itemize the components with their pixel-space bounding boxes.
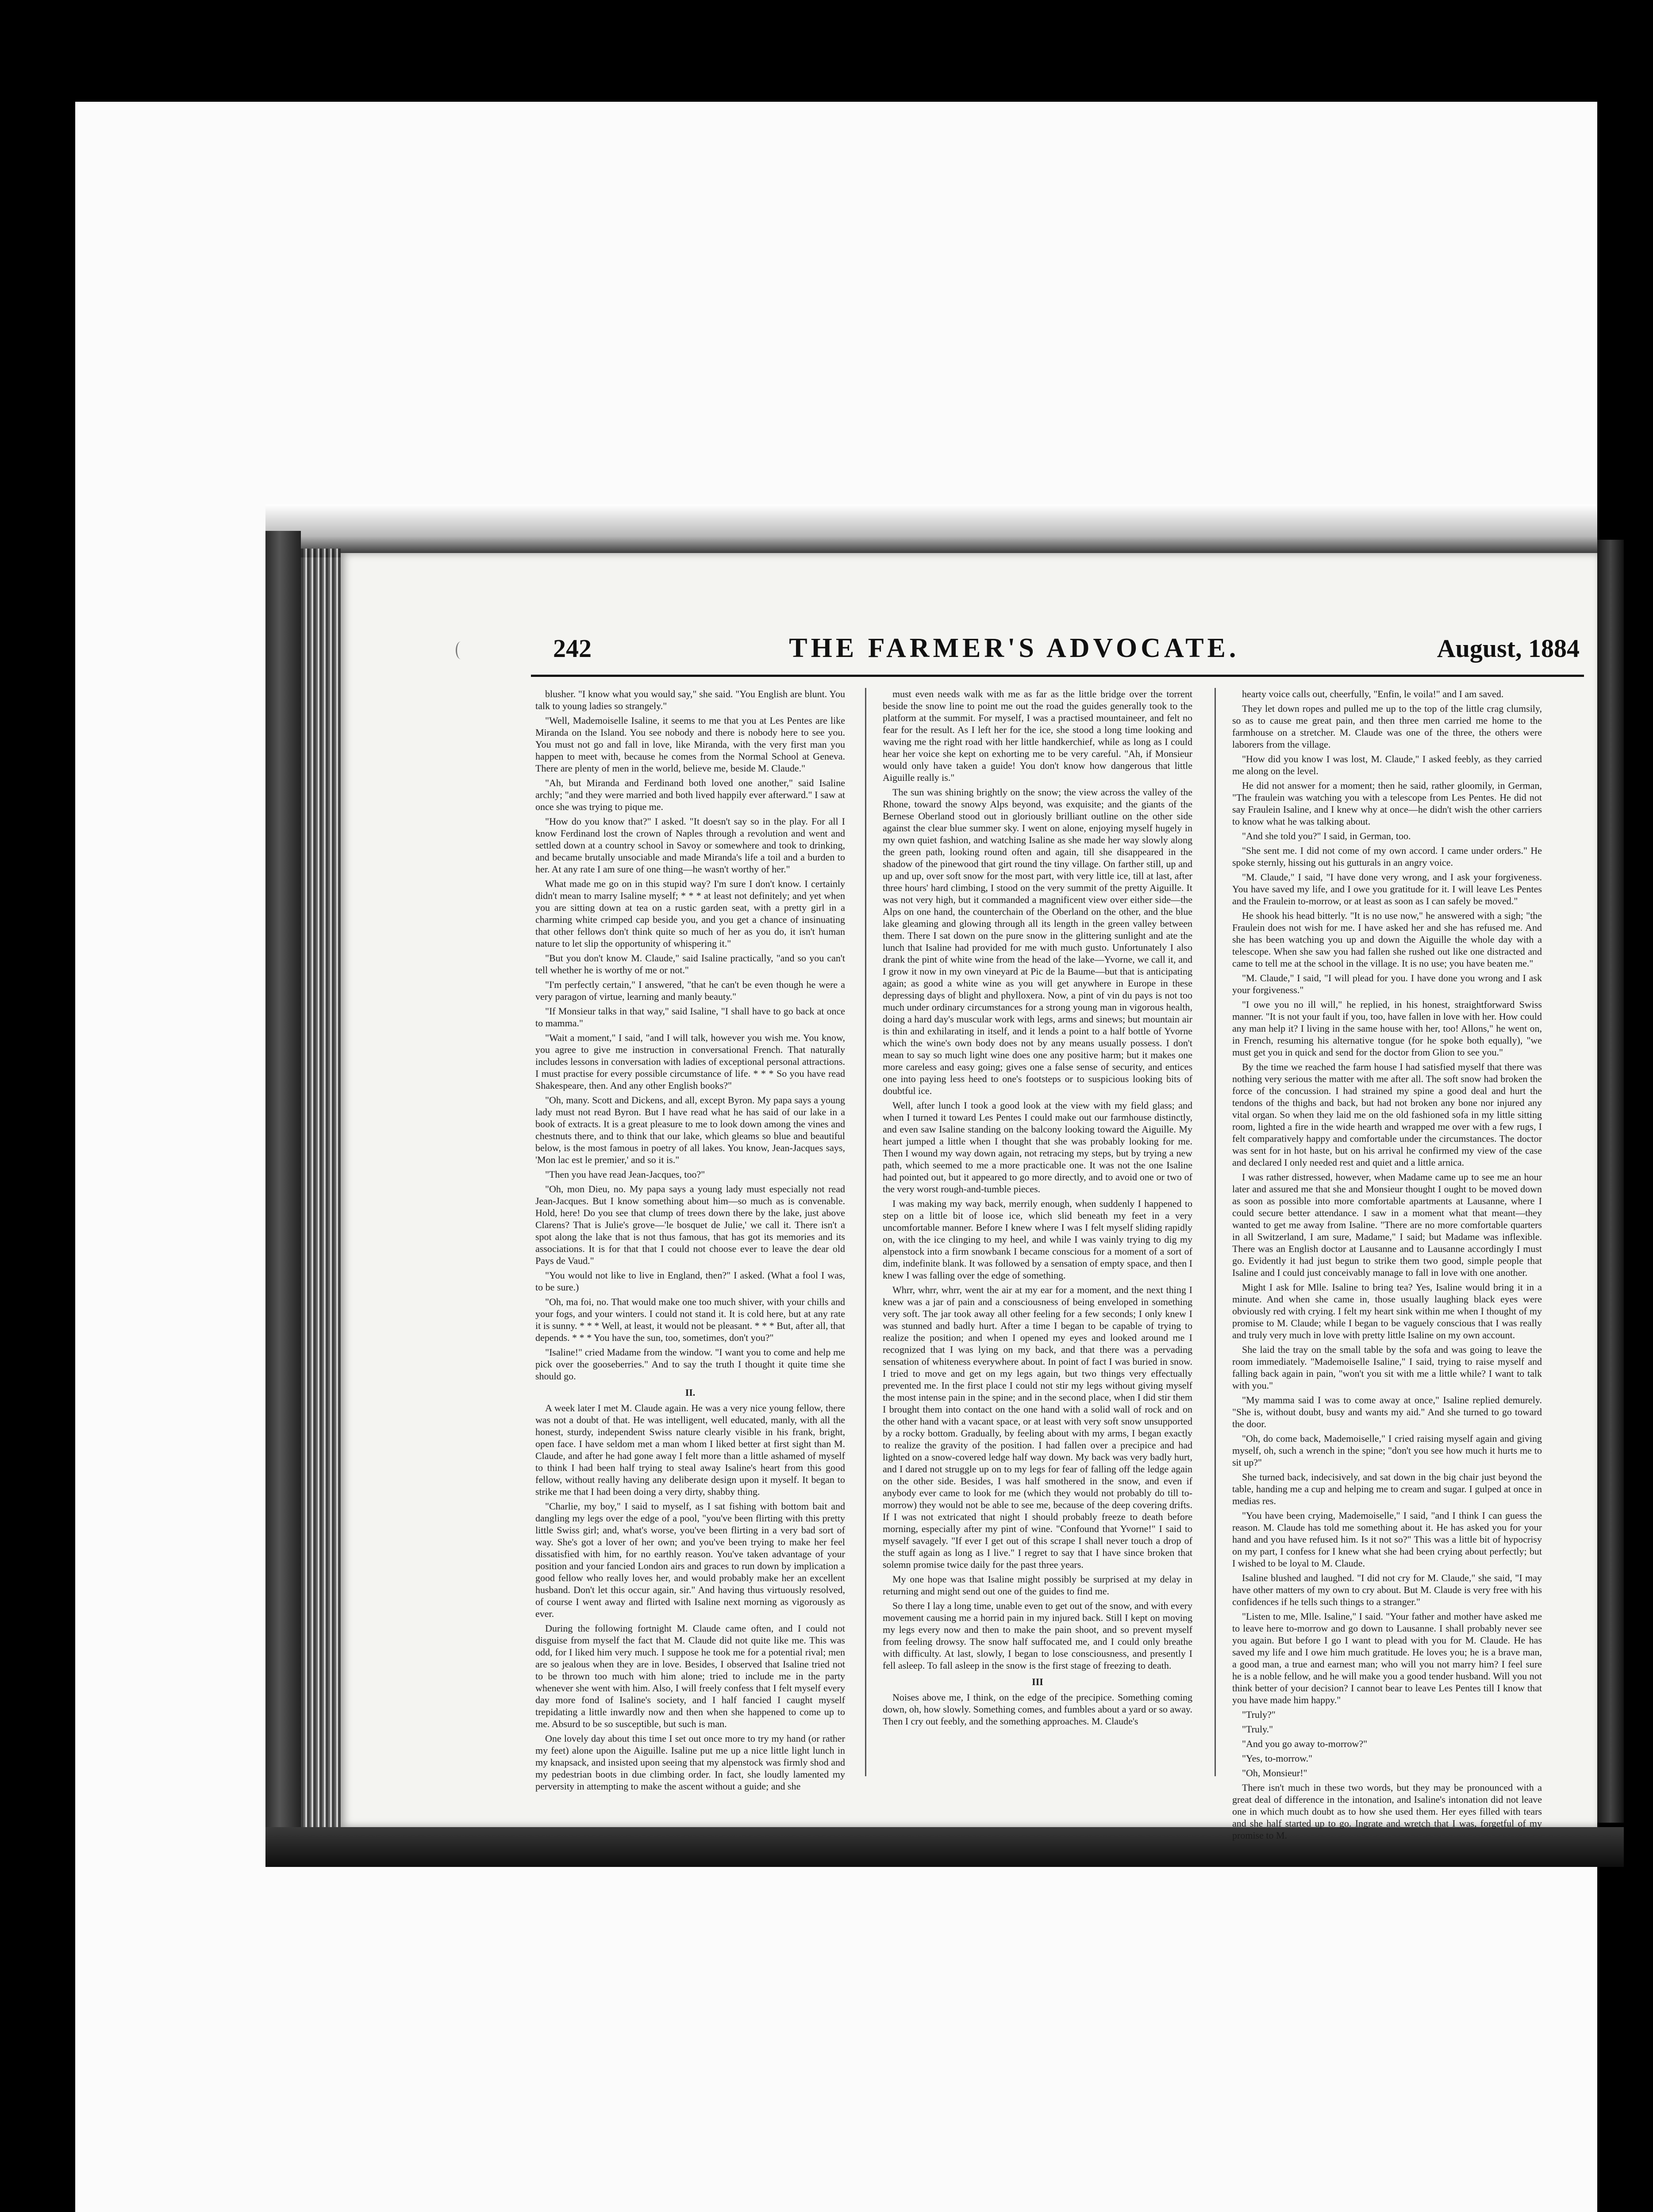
article-paragraph: must even needs walk with me as far as the little bridge over the torrent beside the snow line to point me out the road the guides generally took to the platform at the summit. For myself, I was a practised mountaineer, and felt no fear for the result. As I left her for the ice, she stood a long time looking and waving me the right road with her little handkerchief, while as long as I could hear her voice she kept on exhorting me to be very careful. "Ah, if Monsieur would only have taken a guide! You don't know how dangerous that little Aiguille really is." [883, 688, 1192, 783]
text-column-2 [883, 688, 1192, 1776]
page-header [553, 633, 1580, 668]
margin-ink-mark [456, 641, 466, 659]
article-paragraph: "Oh, do come back, Mademoiselle," I cried raising myself again and giving myself, oh, such a wrench in the spine; "don't you see how much it hurts me to sit up?" [1232, 1433, 1542, 1468]
article-paragraph: "My mamma said I was to come away at once," Isaline replied demurely. "She is, without doubt, busy and wants my aid." And she turned to go toward the door. [1232, 1394, 1542, 1429]
article-paragraph: A week later I met M. Claude again. He was a very nice young fellow, there was not a doubt of that. He was intelligent, well educated, manly, with all the honest, sturdy, independent Swiss nature clearly visible in his frank, bright, open face. I have seldom met a man whom I liked better at first sight than M. Claude, and after he had gone away I felt more than a little ashamed of myself to think I had been half trying to steal away Isaline's heart from this good fellow, without really having any deliberate design upon it myself. It began to strike me that I had been doing a very dirty, shabby thing. [535, 1402, 845, 1497]
article-paragraph: "Oh, Monsieur!" [1242, 1767, 1307, 1778]
article-paragraph: She laid the tray on the small table by the sofa and was going to leave the room immediately. "Mademoiselle Isaline," I said, trying to raise myself and falling back again in pain, "won't you sit with me a little while? I want to talk with you." [1232, 1344, 1542, 1391]
article-paragraph: "You have been crying, Mademoiselle," I said, "and I think I can guess the reason. M. Claude has told me something about it. He has asked you for your hand and you have refused him. Is it not so?" This was a little bit of hypocrisy on my part, I confess for I knew what she had been crying about perfectly; but I wished to be loyal to M. Claude. [1232, 1510, 1542, 1569]
article-paragraph: So there I lay a long time, unable even to get out of the snow, and with every movement causing me a horrid pain in my injured back. Still I kept on moving my legs every now and then to make the pain shoot, and so prevent myself from feeling drowsy. The snow half suffocated me, and I could only breathe with difficulty. At last, slowly, I began to lose consciousness, and presently I fell asleep. To fall asleep in the snow is the first stage of freezing to death. [883, 1600, 1192, 1671]
article-paragraph: "Truly." [1242, 1724, 1273, 1735]
article-paragraph: "You would not like to live in England, then?" I asked. (What a fool I was, to be sure.) [535, 1270, 845, 1293]
article-paragraph: "How do you know that?" I asked. "It doesn't say so in the play. For all I know Ferdinand lost the crown of Naples through a revolution and went and settled down at a country school in Savoy or somewhere and took to drinking, and became brutally unsociable and made Miranda's life a toil and a burden to her. At any rate I am sure of one thing—he wasn't worthy of her." [535, 816, 845, 875]
article-paragraph: I was rather distressed, however, when Madame came up to see me an hour later and assured me that she and Monsieur thought I ought to be moved down as soon as possible into more comfortable apartments at Lausanne, where I could secure better attendance. I saw in a moment what that meant—they wanted to get me away from Isaline. "There are no more comfortable quarters in all Switzerland, I am sure, Madame," I said; but Madame was inflexible. There was an English doctor at Lausanne and to Lausanne accordingly I must go. Evidently it had just begun to strike them two good, simple people that Isaline and I could just conceivably manage to fall in love with one another. [1232, 1171, 1542, 1278]
article-paragraph: "M. Claude," I said, "I will plead for you. I have done you wrong and I ask your forgiveness." [1232, 972, 1542, 995]
article-paragraph: "Listen to me, Mlle. Isaline," I said. "Your father and mother have asked me to leave here to-morrow and go down to Lausanne. I shall probably never see you again. But before I go I want to plead with you for M. Claude. He has saved my life and I owe him much gratitude. He loves you; he is a brave man, a good man, a true and earnest man; who will you not marry him? I feel sure he is a noble fellow, and he will make you a good tender husband. Will you not think better of your decision? I cannot bear to leave Les Pentes till I know that you have made him happy." [1232, 1611, 1542, 1705]
article-paragraph: "Ah, but Miranda and Ferdinand both loved one another," said Isaline archly; "and they were married and both lived happily ever afterward." I saw at once she was trying to pique me. [535, 777, 845, 812]
column-divider [865, 688, 866, 1776]
article-paragraph: "Truly?" [1242, 1709, 1276, 1720]
column-divider [1215, 688, 1216, 1776]
header-rule [531, 675, 1584, 677]
book-spine-edge [265, 531, 301, 1840]
article-paragraph: She turned back, indecisively, and sat down in the big chair just beyond the table, handing me a cup and helping me to cream and sugar. I gulped at once in medias res. [1232, 1471, 1542, 1506]
article-paragraph: "Oh, many. Scott and Dickens, and all, except Byron. My papa says a young lady must not read Byron. But I have read what he has said of our lake in a book of extracts. It is a great pleasure to me to look down among the vines and chestnuts there, and to think that our lake, which gleams so blue and beautiful below, is the most famous in poetry of all lakes. You know, Jean-Jacques says, 'Mon lac est le premier,' and so it is." [535, 1094, 845, 1165]
article-paragraph: "Charlie, my boy," I said to myself, as I sat fishing with bottom bait and dangling my legs over the edge of a pool, "you've been flirting with this pretty little Swiss girl; and, what's worse, you've been flirting in a very bad sort of way. She's got a lover of her own; and you've been trying to make her feel dissatisfied with him, for no earthly reason. You've taken advantage of your position and your fancied London airs and graces to run down by implication a good fellow who really loves her, and would probably make her an excellent husband. Don't let this occur again, sir." And having thus virtuously resolved, of course I went away and flirted with Isaline next morning as vigorously as ever. [535, 1501, 845, 1619]
article-paragraph: Might I ask for Mlle. Isaline to bring tea? Yes, Isaline would bring it in a minute. And when she came in, those usually laughing black eyes were obviously red with crying. I felt my heart sink within me when I thought of my promise to M. Claude; while I began to be vaguely conscious that I was really and truly very much in love with pretty little Isaline on my own account. [1232, 1282, 1542, 1340]
book-right-edge [1597, 540, 1624, 1823]
article-paragraph: "Isaline!" cried Madame from the window. "I want you to come and help me pick over the gooseberries." And to say the truth I thought it quite time she should go. [535, 1347, 845, 1382]
article-paragraph: He did not answer for a moment; then he said, rather gloomily, in German, "The fraulein was watching you with a telescope from Les Pentes. He did not say Fraulein Isaline, and I knew why at once—he didn't wish the other carriers to know what he was talking about. [1232, 780, 1542, 827]
article-paragraph: Well, after lunch I took a good look at the view with my field glass; and when I turned it toward Les Pentes I could make out our farmhouse distinctly, and even saw Isaline standing on the balcony looking toward the Aiguille. My heart jumped a little when I thought that she was probably looking for me. Then I wound my way down again, not retracing my steps, but by trying a new path, which seemed to me a more practicable one. It was not the one Isaline had pointed out, but it appeared to go more directly, and to avoid one or two of the very worst rough-and-tumble pieces. [883, 1100, 1192, 1194]
article-paragraph: hearty voice calls out, cheerfully, "Enfin, le voila!" and I am saved. [1242, 688, 1504, 699]
article-paragraph: "She sent me. I did not come of my own accord. I came under orders." He spoke sternly, hissing out his gutturals in an angry voice. [1232, 845, 1542, 868]
article-paragraph: "I'm perfectly certain," I answered, "that he can't be even though he were a very paragon of virtue, learning and manly beauty." [535, 979, 845, 1002]
article-paragraph: "But you don't know M. Claude," said Isaline practically, "and so you can't tell whether he is worthy of me or not." [535, 952, 845, 975]
text-column-1 [535, 688, 845, 1792]
article-paragraph: The sun was shining brightly on the snow; the view across the valley of the Rhone, toward the snowy Alps beyond, was exquisite; and the giants of the Bernese Oberland stood out in gloriously brilliant outline on the other side against the clear blue summer sky. I went on alone, enjoying myself hugely in my own quiet fashion, and watching Isaline as she made her way slowly along the green path, looking round often and again, till she disappeared in the shadow of the pinewood that girt round the tiny village. On farther still, up and up and up, over soft snow for the most part, with very little ice, till at last, after three hours' hard climbing, I stood on the very summit of the pretty Aiguille. It was not very high, but it commanded a magnificent view over either side—the Alps on one hand, the counterchain of the Oberland on the other, and the blue lake gleaming and glowing through all its length in the green valley between them. There I sat down on the pure snow in the glittering sunlight and ate the lunch that Isaline had provided for me with much gusto. Unfortunately I also drank the pint of white wine from the head of the lake—Yvorne, we call it, and I grow it now in my own vineyard at Pic de la Baume—but that is anticipating again; as good a white wine as you will get anywhere in Europe in these depressing days of blight and phylloxera. Now, a pint of vin du pays is not too much under ordinary circumstances for a strong young man in vigorous health, doing a hard day's muscular work with legs, arms and sinews; but mountain air is thin and exhilarating in itself, and it lends a point to a half bottle of Yvorne which the wine's own body does not by any means usually possess. I don't mean to say so much light wine does one any positive harm; but it makes one more careless and easy going; gives one a false sense of security, and entices one into paying less heed to one's footsteps or to suspicious looking bits of doubtful ice. [883, 787, 1192, 1096]
book-top-edge [265, 504, 1597, 557]
article-paragraph: "Oh, ma foi, no. That would make one too much shiver, with your chills and your fogs, and your winters. I could not stand it. It is cold here, but at any rate it is sunny. * * * Well, at least, it would not be pleasant. * * * But, after all, that depends. * * * You have the sun, too, sometimes, don't you?" [535, 1296, 845, 1343]
article-paragraph: "And you go away to-morrow?" [1242, 1738, 1368, 1749]
article-paragraph: They let down ropes and pulled me up to the top of the little crag clumsily, so as to cause me great pain, and then three men carried me home to the farmhouse on a stretcher. M. Claude was one of the three, the others were laborers from the village. [1232, 703, 1542, 750]
article-paragraph: He shook his head bitterly. "It is no use now," he answered with a sigh; "the Fraulein does not wish for me. I have asked her and she has refused me. And she has been watching you up and down the Aiguille the whole day with a telescope. When she saw you had fallen she rushed out like one distracted and came to tell me at the school in the village. It is no use; you have beaten me." [1232, 910, 1542, 969]
article-paragraph: blusher. "I know what you would say," she said. "You English are blunt. You talk to young ladies so strangely." [535, 688, 845, 711]
book-page-stack [301, 549, 341, 1832]
article-paragraph: "Then you have read Jean-Jacques, too?" [545, 1169, 705, 1180]
article-paragraph: By the time we reached the farm house I had satisfied myself that there was nothing very serious the matter with me after all. The soft snow had broken the force of the concussion. I had strained my spine a good deal and hurt the tendons of the thighs and back, but had not broken any bone nor injured any vital organ. So when they laid me on the old fashioned sofa in my little sitting room, lighted a fire in the wide hearth and wrapped me over with a few rugs, I felt comparatively happy and comfortable under the circumstances. The doctor was sent for in hot haste, but on his arrival he confirmed my view of the case and declared I only needed rest and quiet and a little arnica. [1232, 1061, 1542, 1168]
article-paragraph: "I owe you no ill will," he replied, in his honest, straightforward Swiss manner. "It is not your fault if you, too, have fallen in love with her. How could any man help it? I living in the same house with her, too! Allons," he went on, in French, resuming his alternative tongue (for he spoke both equally), "we must get you in quick and send for the doctor from Glion to see you." [1232, 999, 1542, 1058]
article-paragraph: During the following fortnight M. Claude came often, and I could not disguise from myself the fact that M. Claude did not quite like me. This was odd, for I liked him very much. I suppose he took me for a potential rival; men are so jealous when they are in love. Besides, I observed that Isaline tried not to be thrown too much with him alone; tried to include me in the party whenever she went with him. Also, I will freely confess that I felt myself every day more fond of Isaline's society, and I half fancied I caught myself trepidating a little inwardly now and then when she happened to come up to me. Absurd to be so susceptible, but such is man. [535, 1623, 845, 1729]
article-paragraph: My one hope was that Isaline might possibly be surprised at my delay in returning and might send out one of the guides to find me. [883, 1574, 1192, 1597]
article-paragraph: "M. Claude," I said, "I have done very wrong, and I ask your forgiveness. You have saved my life, and I owe you gratitude for it. I will leave Les Pentes and the Fraulein to-morrow, or at least as soon as I can safely be moved." [1232, 872, 1542, 906]
section-heading: II. [685, 1387, 696, 1398]
issue-date: August, 1884 [1437, 634, 1580, 663]
article-paragraph: "How did you know I was lost, M. Claude," I asked feebly, as they carried me along on the level. [1232, 753, 1542, 776]
article-paragraph: "Wait a moment," I said, "and I will talk, however you wish me. You know, you agree to give me instruction in conversational French. That naturally includes lessons in conversation with ladies of exceptional personal attractions. I must practise for every possible circumstance of life. * * * So you have read Shakespeare, then. And any other English books?" [535, 1032, 845, 1091]
article-paragraph: Whrr, whrr, whrr, went the air at my ear for a moment, and the next thing I knew was a jar of pain and a consciousness of being enveloped in something very soft. The jar took away all other feeling for a few seconds; I only knew I was stunned and badly hurt. After a time I began to be capable of trying to realize the position; and when I opened my eyes and looked around me I recognized that I was lying on my back, and that there was a pervading sensation of whiteness everywhere about. In point of fact I was buried in snow. I tried to move and get on my legs again, but two things very effectually prevented me. In the first place I could not stir my legs without giving myself the most intense pain in the spine; and in the second place, when I did stir them I brought them into contact on the one hand with a solid wall of rock and on the other hand with a vacant space, or at least with very soft snow unsupported by a rocky bottom. Gradually, by feeling about with my arms, I began exactly to realize the gravity of the position. I had fallen over a precipice and had lighted on a snow-covered ledge half way down. My back was very badly hurt, and I dared not struggle up on to my legs for fear of falling off the ledge again on the other side. Besides, I was half smothered in the snow, and even if anybody ever came to look for me (which they would not probably do till to-morrow) they would not be able to see me, because of the deep covering drifts. If I was not extricated that night I should probably freeze to death before morning, especially after my pint of wine. "Confound that Yvorne!" I said to myself savagely. "If ever I get out of this scrape I shall never touch a drop of the stuff again as long as I live." I regret to say that I have since broken that solemn promise twice daily for the past three years. [883, 1284, 1192, 1570]
article-paragraph: "And she told you?" I said, in German, too. [1242, 830, 1411, 841]
article-paragraph: Noises above me, I think, on the edge of the precipice. Something coming down, oh, how slowly. Something comes, and fumbles about a yard or so away. Then I cry out feebly, and the something approaches. M. Claude's [883, 1692, 1192, 1727]
article-paragraph: There isn't much in these two words, but they may be pronounced with a great deal of difference in the intonation, and Isaline's intonation did not leave one in which much doubt as to how she used them. Her eyes filled with tears and she half started up to go. Ingrate and wretch that I was, forgetful of my promise to M. [1232, 1782, 1542, 1841]
article-paragraph: What made me go on in this stupid way? I'm sure I don't know. I certainly didn't mean to marry Isaline myself; * * * at least not definitely; and yet when you are sitting down at tea on a rustic garden seat, with a pretty girl in a charming white crimped cap beside you, and you get a chance of insinuating that other fellows don't think quite so much of her as you do, it isn't human nature to let slip the opportunity of whispering it." [535, 878, 845, 949]
masthead-title: THE FARMER'S ADVOCATE. [789, 633, 1240, 663]
article-paragraph: "If Monsieur talks in that way," said Isaline, "I shall have to go back at once to mamma." [535, 1006, 845, 1029]
article-paragraph: "Well, Mademoiselle Isaline, it seems to me that you at Les Pentes are like Miranda on the Island. You see nobody and there is nobody here to see you. You must not go and fall in love, like Miranda, with the very first man you happen to meet with, because he comes from the Normal School at Geneva. There are plenty of men in the world, believe me, beside M. Claude." [535, 715, 845, 774]
article-paragraph: "Oh, mon Dieu, no. My papa says a young lady must especially not read Jean-Jacques. But I know something about him—so much as is convenable. Hold, here! Do you see that clump of trees down there by the lake, just above Clarens? That is Julie's grove—'le bosquet de Julie,' we call it. There isn't a spot along the lake that is not thus famous, that has got its memories and its associations. It is for that that I could not choose ever to leave the dear old Pays de Vaud." [535, 1183, 845, 1266]
article-paragraph: I was making my way back, merrily enough, when suddenly I happened to step on a little bit of loose ice, which slid beneath my feet in a very uncomfortable manner. Before I knew where I was I felt myself sliding rapidly on, with the ice clinging to my heel, and while I was vainly trying to dig my alpenstock into a firm snowbank I became conscious for a moment of a sort of dim, indefinite blank. It was followed by a sensation of empty space, and then I knew I was falling over the edge of something. [883, 1198, 1192, 1281]
article-paragraph: Isaline blushed and laughed. "I did not cry for M. Claude," she said, "I may have other matters of my own to cry about. But M. Claude is very free with his confidences if he tells such things to a stranger." [1232, 1572, 1542, 1607]
article-paragraph: One lovely day about this time I set out once more to try my hand (or rather my feet) alone upon the Aiguille. Isaline put me up a nice little light lunch in my knapsack, and insisted upon seeing that my alpenstock was firmly shod and my pedestrian boots in due climbing order. In fact, she loudly lamented my perversity in attempting to make the ascent without a guide; and she [535, 1733, 845, 1792]
section-heading: III [1032, 1676, 1043, 1687]
page-number: 242 [553, 634, 592, 663]
article-paragraph: "Yes, to-morrow." [1242, 1753, 1313, 1764]
text-column-3 [1232, 688, 1542, 1841]
